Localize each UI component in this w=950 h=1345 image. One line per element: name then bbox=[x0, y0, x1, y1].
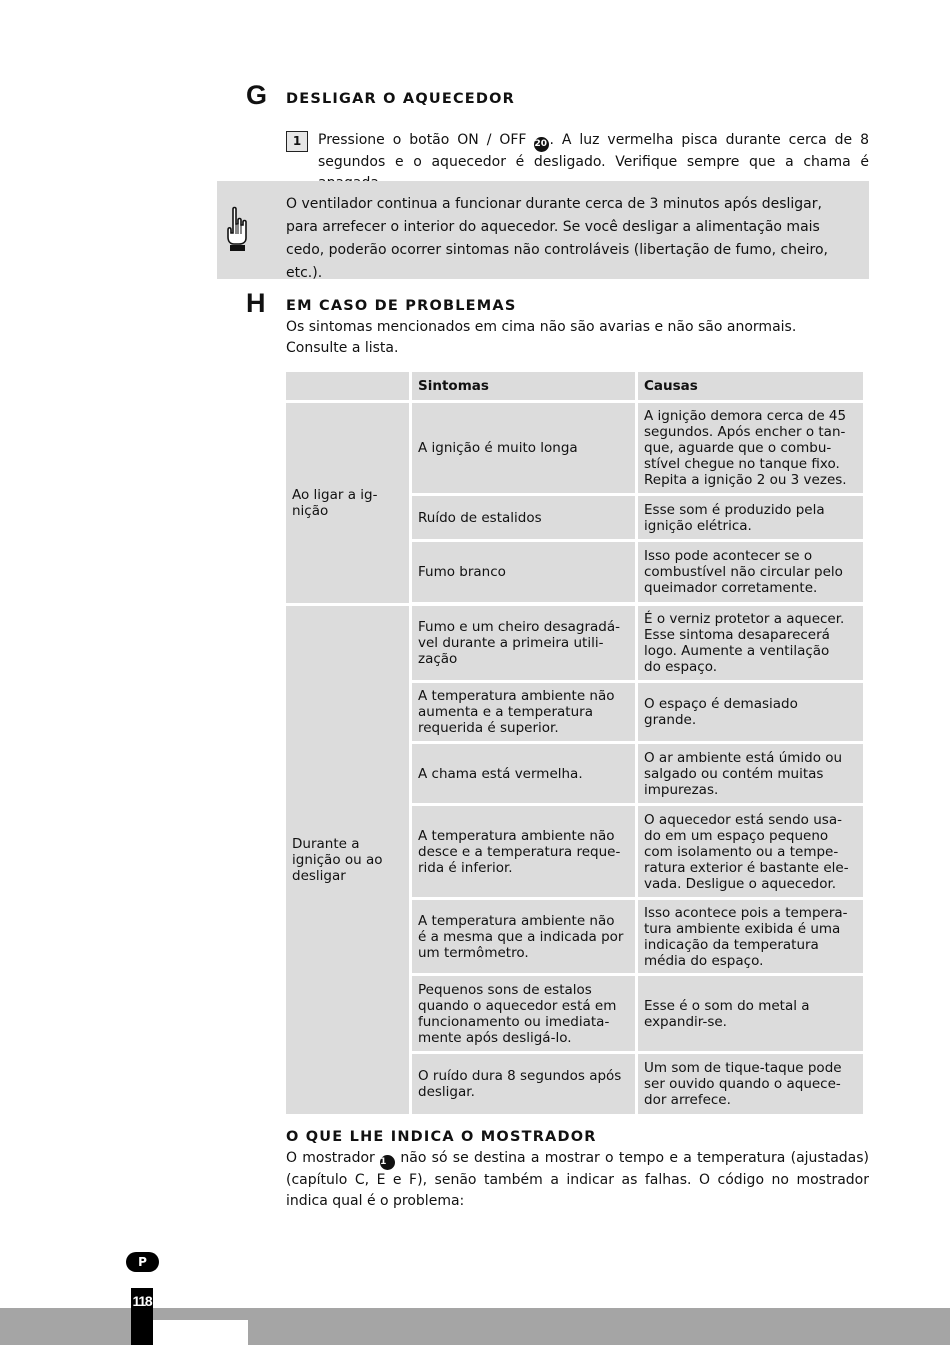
table-cause-cell bbox=[638, 683, 863, 741]
table-symptom-cell-text: Fumo branco bbox=[418, 564, 506, 580]
table-symptom-cell-text: O ruído dura 8 segundos após desligar. bbox=[418, 1068, 622, 1100]
table-symptom-cell-text: A temperatura ambiente não desce e a temperatura reque- rida é inferior. bbox=[418, 827, 621, 876]
table-symptom-cell bbox=[412, 606, 635, 680]
table-symptom-cell bbox=[412, 976, 635, 1051]
step-text-after: . A luz vermelha pisca durante cerca de 8 segundos e o aquecedor é desligado. Verifique sempre que a chama é bbox=[318, 132, 869, 170]
display-section-title: O QUE LHE INDICA O MOSTRADOR bbox=[286, 1129, 597, 1145]
table-symptom-cell-text: Pequenos sons de estalos quando o aquecedor está em funcionamento ou imediata- mente após desligá-lo. bbox=[418, 981, 617, 1046]
table-group-cell-text: Durante a ignição ou ao desligar bbox=[292, 836, 383, 884]
table-cause-cell bbox=[638, 496, 863, 539]
intro-line-1: Os sintomas mencionados em cima não são avarias e não são anormais. bbox=[286, 319, 797, 335]
table-symptom-cell bbox=[412, 744, 635, 803]
note-text: O ventilador continua a funcionar durante cerca de 3 minutos após desligar, para arrefecer o interior do aquecedor. Se você desligar a alimentação mais cedo, poderão ocorrer sintomas não controláveis (libertação de fumo, cheiro, etc.). bbox=[286, 196, 829, 281]
table-cause-cell-text: É o verniz protetor a aquecer. Esse sintoma desaparecerá logo. Aumente a ventilação do espaço. bbox=[644, 611, 845, 675]
display-marker: 1 bbox=[380, 1155, 395, 1170]
table-symptom-cell bbox=[412, 542, 635, 602]
warning-note-box bbox=[217, 181, 869, 279]
table-header-cell bbox=[286, 372, 409, 400]
on-off-button-marker: 20 bbox=[534, 137, 549, 152]
section-title-h: EM CASO DE PROBLEMAS bbox=[286, 298, 517, 314]
table-header-cell bbox=[412, 372, 635, 400]
table-symptom-cell-text: A temperatura ambiente não aumenta e a temperatura requerida é superior. bbox=[418, 688, 615, 736]
table-symptom-cell-text: Ruído de estalidos bbox=[418, 509, 542, 526]
display-text-before: O mostrador bbox=[286, 1150, 381, 1166]
table-symptom-cell bbox=[412, 806, 635, 897]
table-cause-cell-text: O espaço é demasiado grande. bbox=[644, 696, 798, 728]
table-cause-cell bbox=[638, 403, 863, 493]
table-group-cell-text: Ao ligar a ig- nição bbox=[292, 487, 378, 519]
table-header-cell bbox=[638, 372, 863, 400]
table-symptom-cell bbox=[412, 496, 635, 539]
language-badge: P bbox=[126, 1252, 159, 1272]
table-symptom-cell-text: A ignição é muito longa bbox=[418, 440, 578, 456]
page-number: 118 bbox=[132, 1293, 152, 1309]
table-group-cell bbox=[286, 403, 409, 603]
pointing-hand-icon bbox=[224, 206, 250, 256]
table-group-cell bbox=[286, 606, 409, 1114]
table-cause-cell bbox=[638, 1054, 863, 1114]
table-cause-cell bbox=[638, 542, 863, 602]
table-symptom-cell bbox=[412, 900, 635, 973]
table-cause-cell-text: Isso acontece pois a tempera- tura ambiente exibida é uma indicação da temperatura média do espaço. bbox=[644, 904, 848, 969]
table-cause-cell bbox=[638, 744, 863, 803]
table-cause-cell-text: O aquecedor está sendo usa- do em um espaço pequeno com isolamento ou a tempe- ratura exterior é bastante ele- vada. Desligue o aquecedor. bbox=[644, 811, 849, 892]
intro-line-2: Consulte a lista. bbox=[286, 340, 399, 356]
table-cause-cell bbox=[638, 900, 863, 973]
table-header-cell-text: Sintomas bbox=[418, 378, 489, 394]
footer-white-block bbox=[153, 1320, 248, 1345]
table-symptom-cell bbox=[412, 403, 635, 493]
section-letter-g: G bbox=[246, 80, 268, 110]
table-header-cell-text: Causas bbox=[644, 378, 698, 394]
table-symptom-cell bbox=[412, 683, 635, 741]
table-symptom-cell-text: Fumo e um cheiro desagradá- vel durante a primeira utili- zação bbox=[418, 619, 621, 667]
table-cause-cell-text: Um som de tique-taque pode ser ouvido quando o aquece- dor arrefece. bbox=[644, 1060, 842, 1108]
step-text-before: Pressione o botão ON / OFF bbox=[318, 132, 535, 148]
display-text-after: não só se destina a mostrar o tempo e a temperatura (ajustadas) (capítulo C, E e F), senão também a indicar as falhas. O código no mostrador indica qual é o problema: bbox=[286, 1150, 870, 1209]
table-cause-cell bbox=[638, 806, 863, 897]
table-cause-cell-text: Isso pode acontecer se o combustível não circular pelo queimador corretamente. bbox=[644, 548, 843, 596]
table-cause-cell-text: O ar ambiente está úmido ou salgado ou contém muitas impurezas. bbox=[644, 749, 843, 798]
table-cause-cell-text: Esse é o som do metal a expandir-se. bbox=[644, 997, 810, 1030]
section-title-g: DESLIGAR O AQUECEDOR bbox=[286, 91, 516, 107]
table-symptom-cell bbox=[412, 1054, 635, 1114]
table-cause-cell-text: Esse som é produzido pela ignição elétrica. bbox=[644, 501, 825, 534]
table-cause-cell bbox=[638, 976, 863, 1051]
table-cause-cell bbox=[638, 606, 863, 680]
display-section-text bbox=[286, 1148, 869, 1212]
table-cause-cell-text: A ignição demora cerca de 45 segundos. Após encher o tan- que, aguarde que o combu- stível chegue no tanque fixo. Repita a ignição 2 ou 3 vezes. bbox=[644, 408, 847, 488]
table-symptom-cell-text: A temperatura ambiente não é a mesma que a indicada por um termômetro. bbox=[418, 912, 624, 961]
section-letter-h: H bbox=[246, 288, 266, 318]
step-number-box: 1 bbox=[286, 131, 308, 152]
table-symptom-cell-text: A chama está vermelha. bbox=[418, 765, 583, 782]
